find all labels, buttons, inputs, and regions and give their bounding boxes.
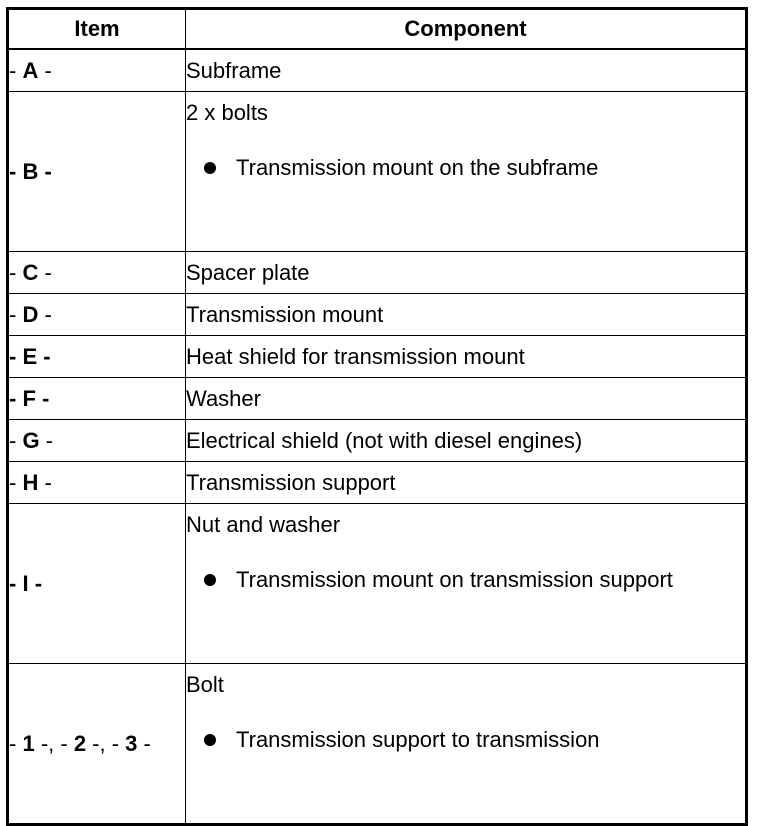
table-row	[8, 294, 747, 336]
bullet-item	[186, 727, 745, 753]
component-cell	[186, 664, 747, 825]
item-key: H	[22, 469, 39, 495]
item-key: G	[22, 427, 40, 453]
item-cell: - I -	[8, 504, 186, 664]
item-cell: - F -	[8, 378, 186, 420]
bullet-item	[186, 567, 745, 593]
item-cell: - D -	[8, 294, 186, 336]
item-key: 2	[73, 730, 87, 756]
bullet-text: Transmission mount on transmission support	[236, 567, 673, 592]
item-cell: - 1 -, - 2 -, - 3 -	[8, 664, 186, 825]
header-component: Component	[186, 9, 747, 50]
component-cell: Washer	[186, 378, 747, 420]
bullet-text: Transmission support to transmission	[236, 727, 600, 752]
component-text: Bolt	[186, 672, 224, 697]
header-item: Item	[8, 9, 186, 50]
table-row	[8, 92, 747, 252]
component-cell: Subframe	[186, 49, 747, 92]
item-cell: - G -	[8, 420, 186, 462]
item-cell: - C -	[8, 252, 186, 294]
item-key: 1	[22, 730, 35, 756]
bullet-icon	[204, 574, 216, 586]
bullet-icon	[204, 162, 216, 174]
bullet-item	[186, 155, 745, 181]
table-row	[8, 336, 747, 378]
item-cell: - B -	[8, 92, 186, 252]
table-row	[8, 378, 747, 420]
item-key: F	[22, 385, 36, 411]
parts-table	[6, 7, 748, 826]
table-row	[8, 462, 747, 504]
table-row	[8, 504, 747, 664]
table-row	[8, 664, 747, 825]
table-row	[8, 252, 747, 294]
table-row	[8, 49, 747, 92]
component-cell: Heat shield for transmission mount	[186, 336, 747, 378]
component-text: 2 x bolts	[186, 100, 268, 125]
component-cell: Transmission support	[186, 462, 747, 504]
item-cell: - H -	[8, 462, 186, 504]
item-key: E	[22, 343, 38, 369]
item-key: A	[22, 57, 39, 83]
component-text: Nut and washer	[186, 512, 341, 537]
item-cell: - A -	[8, 49, 186, 92]
item-key: C	[22, 259, 39, 285]
item-key: 3	[125, 730, 138, 756]
component-cell: Transmission mount	[186, 294, 747, 336]
header-row	[8, 9, 747, 50]
component-cell	[186, 92, 747, 252]
table-row	[8, 420, 747, 462]
component-cell	[186, 504, 747, 664]
bullet-text: Transmission mount on the subframe	[236, 155, 599, 180]
component-cell: Electrical shield (not with diesel engines)	[186, 420, 747, 462]
item-key: D	[22, 301, 39, 327]
item-key: B	[22, 158, 39, 184]
bullet-icon	[204, 734, 216, 746]
item-key: I	[22, 570, 29, 596]
component-cell: Spacer plate	[186, 252, 747, 294]
item-cell: - E -	[8, 336, 186, 378]
